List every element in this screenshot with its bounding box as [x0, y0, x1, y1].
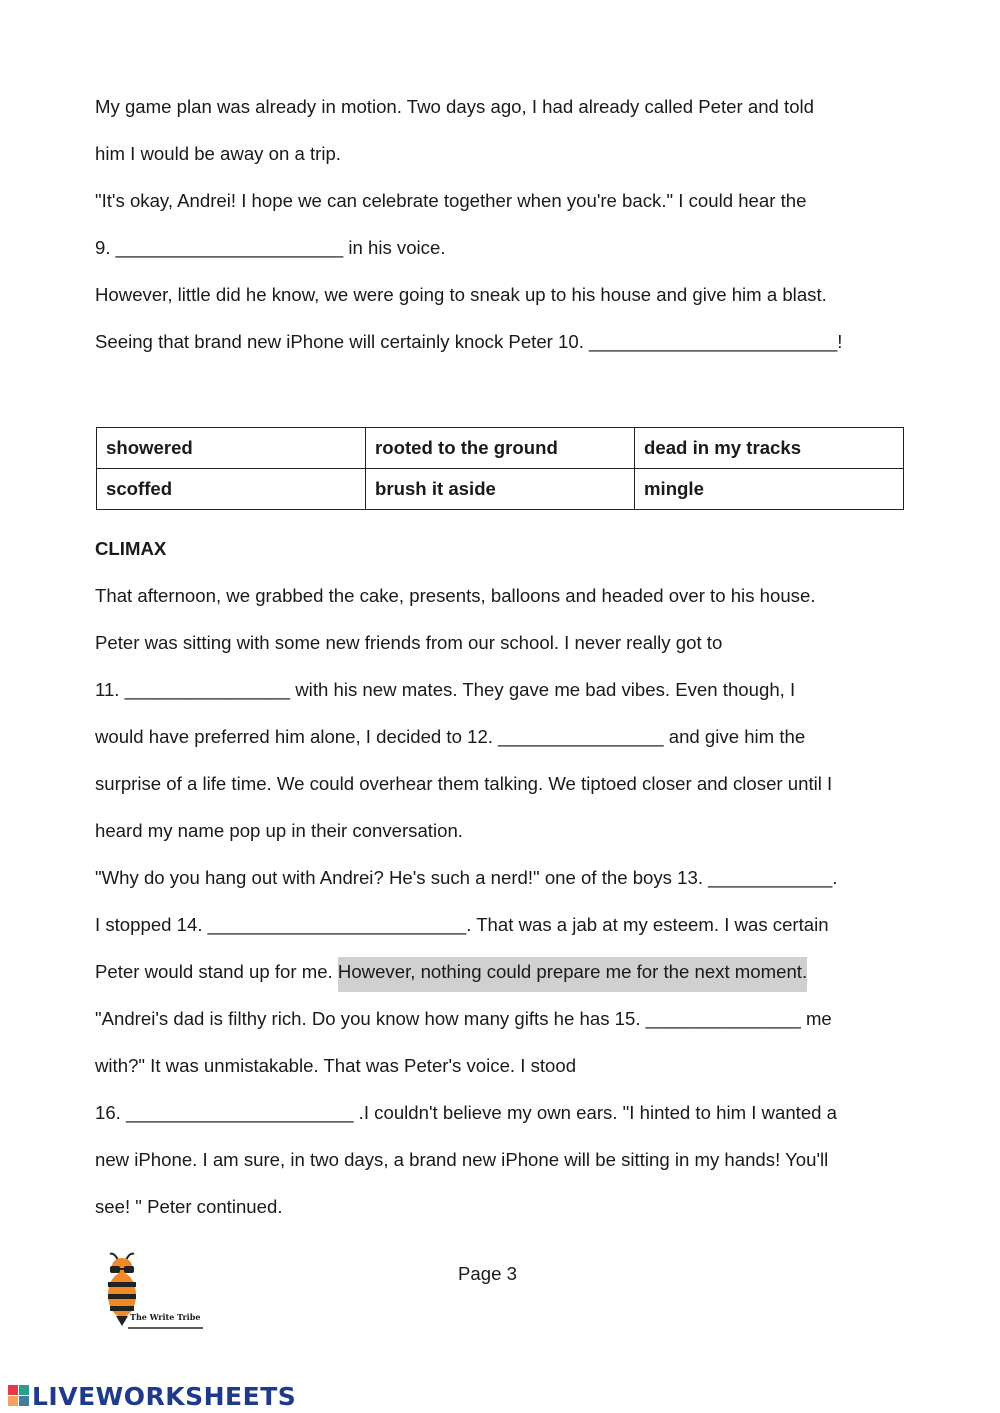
page-number: Page 3 [458, 1263, 517, 1284]
word-bank-cell: rooted to the ground [366, 428, 635, 469]
fill-blank-14-line[interactable]: I stopped 14. _________________________. That was a jab at my esteem. I was certain [95, 914, 829, 935]
text-line: with?" It was unmistakable. That was Peter's voice. I stood [95, 1055, 577, 1076]
highlighted-text: However, nothing could prepare me for the next moment. [338, 957, 807, 992]
liveworksheets-logo-icon [8, 1385, 30, 1407]
fill-blank-15-line[interactable]: "Andrei's dad is filthy rich. Do you know how many gifts he has 15. _______________ me [95, 1008, 832, 1029]
fill-blank-13-line[interactable]: "Why do you hang out with Andrei? He's such a nerd!" one of the boys 13. ____________. [95, 867, 838, 888]
word-bank-cell: dead in my tracks [635, 428, 904, 469]
text-line: surprise of a life time. We could overhear them talking. We tiptoed closer and closer until I [95, 773, 833, 794]
word-bank-cell: scoffed [97, 469, 366, 510]
text-line: "It's okay, Andrei! I hope we can celebrate together when you're back." I could hear the [95, 190, 807, 211]
fill-blank-9-line[interactable]: 9. ______________________ in his voice. [95, 237, 446, 258]
fill-blank-16-line[interactable]: 16. ______________________ .I couldn't believe my own ears. "I hinted to him I wanted a [95, 1102, 838, 1123]
table-row [97, 428, 904, 469]
liveworksheets-brand[interactable] [8, 1380, 296, 1412]
fill-blank-11-line[interactable]: 11. ________________ with his new mates. They gave me bad vibes. Even though, I [95, 679, 796, 700]
fill-blank-12-line[interactable]: would have preferred him alone, I decided to 12. ________________ and give him the [95, 726, 806, 747]
text-line: new iPhone. I am sure, in two days, a brand new iPhone will be sitting in my hands! You'll [95, 1149, 829, 1170]
word-bank-cell: mingle [635, 469, 904, 510]
text-line: My game plan was already in motion. Two days ago, I had already called Peter and told [95, 96, 815, 117]
logo-caption: The Write Tribe [130, 1312, 201, 1322]
fill-blank-10-line[interactable]: Seeing that brand new iPhone will certainly knock Peter 10. ________________________! [95, 331, 843, 352]
text-line: heard my name pop up in their conversation. [95, 820, 463, 841]
brand-name: LIVEWORKSHEETS [32, 1381, 297, 1411]
text-segment: Peter would stand up for me. [95, 961, 338, 982]
section-heading: CLIMAX [95, 538, 167, 559]
word-bank-cell: showered [97, 428, 366, 469]
text-line: However, little did he know, we were going to sneak up to his house and give him a blast. [95, 284, 827, 305]
word-bank-table [96, 427, 904, 510]
text-line: him I would be away on a trip. [95, 143, 341, 164]
text-line: That afternoon, we grabbed the cake, presents, balloons and headed over to his house. [95, 585, 816, 606]
text-line: see! " Peter continued. [95, 1196, 283, 1217]
text-line: Peter was sitting with some new friends from our school. I never really got to [95, 632, 723, 653]
text-line [95, 960, 807, 984]
table-row [97, 469, 904, 510]
word-bank-cell: brush it aside [366, 469, 635, 510]
